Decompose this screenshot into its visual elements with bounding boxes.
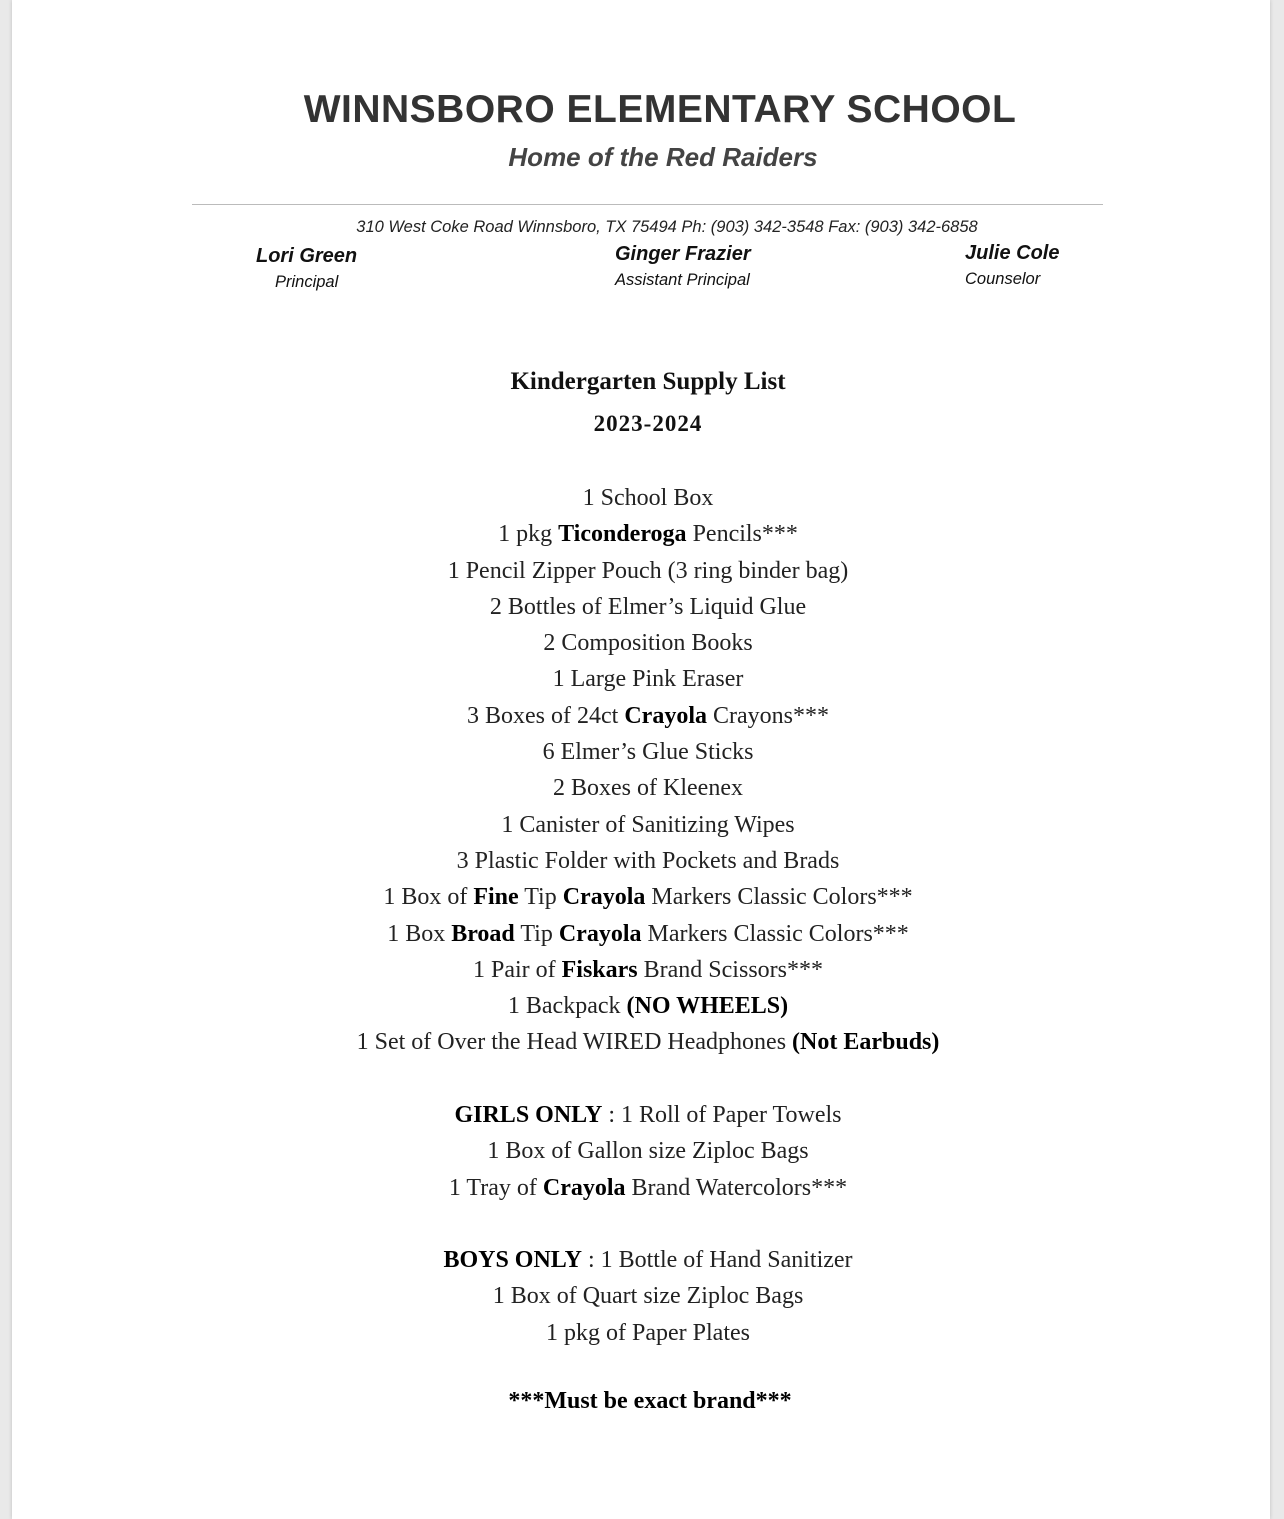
girls-only-list: [12, 1097, 1284, 1206]
list-item: [12, 1024, 1284, 1060]
item-text: 1 Backpack: [507, 993, 627, 1020]
bold-text: (Not Earbuds): [792, 1029, 940, 1056]
school-address: 310 West Coke Road Winnsboro, TX 75494 Ph: (903) 342-3548 Fax: (903) 342-6858: [356, 218, 978, 236]
item-text: Brand Scissors***: [637, 956, 823, 983]
staff-role: Assistant Principal: [615, 271, 750, 289]
list-item: [12, 879, 1284, 915]
bold-text: Crayola: [562, 884, 646, 911]
bold-text: GIRLS ONLY: [454, 1102, 603, 1128]
item-text: 2 Composition Books: [543, 630, 753, 657]
staff-principal: [256, 245, 357, 292]
list-item: [12, 516, 1284, 552]
item-text: Pencils***: [686, 521, 798, 548]
list-item: [12, 988, 1284, 1024]
item-text: Tip: [518, 884, 563, 911]
item-text: 3 Plastic Folder with Pockets and Brads: [456, 847, 840, 874]
list-item: [12, 843, 1284, 879]
list-item: [12, 480, 1284, 516]
item-text: 1 pkg of Paper Plates: [546, 1319, 750, 1346]
list-item: [12, 589, 1284, 625]
item-text: 1 Box of Quart size Ziploc Bags: [492, 1283, 804, 1310]
item-text: 1 Pencil Zipper Pouch (3 ring binder bag): [447, 557, 849, 584]
item-text: 1 Pair of: [472, 956, 562, 983]
document-page: [12, 0, 1270, 1519]
bold-text: (NO WHEELS): [626, 993, 789, 1020]
item-text: 3 Boxes of 24ct: [467, 702, 625, 729]
item-text: 6 Elmer’s Glue Sticks: [542, 739, 754, 766]
bold-text: BOYS ONLY: [443, 1247, 582, 1273]
school-name: WINNSBORO ELEMENTARY SCHOOL: [303, 88, 1017, 131]
item-text: Markers Classic Colors***: [641, 920, 909, 947]
item-text: 1 Tray of: [448, 1174, 543, 1201]
bold-text: Fine: [473, 884, 519, 911]
staff-role: Counselor: [965, 270, 1041, 288]
list-item: [12, 770, 1284, 806]
bold-text: Crayola: [558, 920, 642, 947]
school-year: 2023-2024: [593, 411, 703, 436]
list-item: [12, 661, 1284, 697]
bold-text: Ticonderoga: [558, 521, 687, 548]
list-item: [12, 1278, 1284, 1314]
bold-text: Crayola: [542, 1174, 626, 1201]
staff-counselor: [965, 242, 1059, 289]
item-text: : 1 Roll of Paper Towels: [602, 1102, 842, 1128]
supply-list: [12, 480, 1284, 1061]
list-item: [12, 807, 1284, 843]
item-text: 1 Canister of Sanitizing Wipes: [501, 811, 795, 838]
list-item: [12, 1242, 1284, 1278]
staff-name: Ginger Frazier: [615, 243, 751, 265]
item-text: 1 Box: [387, 920, 452, 947]
list-item: [12, 1315, 1284, 1351]
item-text: 1 Set of Over the Head WIRED Headphones: [356, 1029, 793, 1056]
staff-role: Principal: [275, 273, 339, 291]
item-text: Crayons***: [706, 702, 829, 729]
item-text: 2 Bottles of Elmer’s Liquid Glue: [489, 593, 807, 620]
staff-name: Julie Cole: [965, 242, 1060, 264]
bold-text: Fiskars: [561, 956, 638, 983]
bold-text: Crayola: [624, 702, 707, 729]
list-item: [12, 916, 1284, 952]
item-text: 1 pkg: [498, 521, 559, 548]
item-text: : 1 Bottle of Hand Sanitizer: [581, 1247, 853, 1273]
list-item: [12, 952, 1284, 988]
item-text: 1 Box of: [383, 884, 474, 911]
header-divider: [192, 204, 1103, 205]
item-text: Brand Watercolors***: [625, 1174, 848, 1201]
boys-only-list: [12, 1242, 1284, 1351]
item-text: 1 Box of Gallon size Ziploc Bags: [487, 1138, 809, 1165]
bold-text: Broad: [451, 920, 515, 947]
list-item: [12, 1097, 1284, 1133]
item-text: 1 School Box: [582, 485, 714, 511]
item-text: Tip: [514, 920, 559, 947]
list-item: [12, 1170, 1284, 1206]
item-text: Markers Classic Colors***: [645, 884, 913, 911]
list-item: [12, 1133, 1284, 1169]
school-tagline: Home of the Red Raiders: [508, 142, 818, 172]
list-item: [12, 625, 1284, 661]
supply-list-title: Kindergarten Supply List: [510, 368, 786, 395]
list-item: [12, 698, 1284, 734]
list-item: [12, 734, 1284, 770]
staff-name: Lori Green: [256, 245, 358, 267]
staff-assistant-principal: [615, 243, 751, 290]
brand-note: ***Must be exact brand***: [508, 1388, 792, 1414]
list-item: [12, 553, 1284, 589]
item-text: 1 Large Pink Eraser: [552, 666, 744, 693]
item-text: 2 Boxes of Kleenex: [553, 775, 743, 802]
